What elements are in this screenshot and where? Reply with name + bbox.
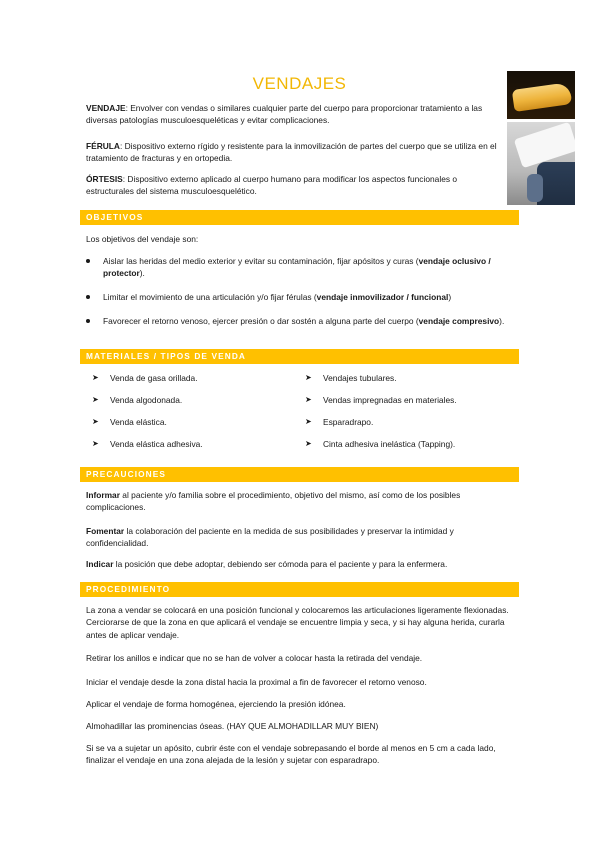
bullet-icon bbox=[86, 259, 90, 263]
document-page: VENDAJES VENDAJE: Envolver con vendas o similares cualquier parte del cuerpo para proporcionar tratamiento a las diversas patologías musculoesqueléticas y evitar complicaciones. FÉRULA: Dispositivo externo rígido y resistente para la inmovilización de partes del cuerpo que se utiliza en el tratamiento de fracturas y en ortopedia. ÓRTESIS: Dispositivo externo aplicado al cuerpo humano para modificar los aspectos funcionales o estructurales del sistema musculoesquelético. OBJETIVOS Los objetivos del vendaje son: Aislar las heridas del medio exterior y evitar su contaminación, fijar apósitos y curas (vendaje oclusivo / protector). Limitar el movimiento de una articulación y/o fijar férulas (vendaje inmovilizador / funcional) Favorecer el retorno venoso, ejercer presión o dar sostén a alguna parte del cuerpo (vendaje compresivo). MATERIALES / TIPOS DE VENDA ➤ Venda de gasa orillada. ➤ Venda algodonada. ➤ Venda elástica. ➤ Venda elástica adhesiva. ➤ Vendajes tubulares. ➤ Vendas impregnadas en materiales. ➤ Esparadrapo. ➤ Cinta adhesiva inelástica (Tapping). PRECAUCIONES Informar al paciente y/o familia sobre el procedimiento, objetivo del mismo, así como de los posibles complicaciones. Fomentar la colaboración del paciente en la medida de sus posibilidades y preservar la intimidad y confidencialidad. Indicar la posición que debe adoptar, debiendo ser cómoda para el paciente y para la enfermera. PROCEDIMIENTO La zona a vendar se colocará en una posición funcional y colocaremos las articulaciones ligeramente flexionadas. Cerciorarse de que la zona en que aplicará el vendaje se encuentre limpia y seca, y si hay alguna herida, curarla antes de aplicar vendaje. Retirar los anillos e indicar que no se han de volver a colocar hasta la retirada del vendaje. Iniciar el vendaje desde la zona distal hacia la proximal a fin de favorecer el retorno venoso. Aplicar el vendaje de forma homogénea, ejerciendo la presión idónea. Almohadillar las prominencias óseas. (HAY QUE ALMOHADILLAR MUY BIEN) Si se va a sujetar un apósito, cubrir éste con el vendaje sobrepasando el borde al menos en 5 cm a cada lado, finalizar el vendaje en una zona alejada de la lesión y sujetar con esparadrapo. bbox=[0, 0, 599, 848]
definition-term: ÓRTESIS bbox=[86, 174, 123, 184]
arrow-bullet-icon: ➤ bbox=[305, 439, 312, 448]
precaucion-item: Indicar la posición que debe adoptar, debiendo ser cómoda para el paciente y para la enfermera. bbox=[86, 559, 448, 569]
procedimiento-paragraph: La zona a vendar se colocará en una posición funcional y colocaremos las articulaciones ligeramente flexionadas. Cerciorarse de que la zona en que aplicará el vendaje se encuentre limpia y seca, y si hay alguna herida, curarla antes de aplicar vendaje. bbox=[86, 605, 509, 640]
procedimiento-paragraph: Si se va a sujetar un apósito, cubrir éste con el vendaje sobrepasando el borde al menos en 5 cm a cada lado, finalizar el vendaje en una zona alejada de la lesión y sujetar con esparadrapo. bbox=[86, 743, 496, 766]
section-header-precauciones: PRECAUCIONES bbox=[80, 467, 519, 482]
arrow-bullet-icon: ➤ bbox=[305, 417, 312, 426]
arrow-bullet-icon: ➤ bbox=[92, 373, 99, 382]
list-item: Aislar las heridas del medio exterior y evitar su contaminación, fijar apósitos y curas (vendaje oclusivo / protector). bbox=[86, 255, 518, 280]
definition-ortesis bbox=[86, 173, 504, 198]
orange-cast-photo bbox=[507, 71, 575, 119]
procedimiento-paragraph: Almohadillar las prominencias óseas. (HAY QUE ALMOHADILLAR MUY BIEN) bbox=[86, 721, 379, 731]
definition-term: FÉRULA bbox=[86, 141, 120, 151]
procedimiento-paragraph: Iniciar el vendaje desde la zona distal hacia la proximal a fin de favorecer el retorno venoso. bbox=[86, 677, 427, 687]
section-header-materiales: MATERIALES / TIPOS DE VENDA bbox=[80, 349, 519, 364]
section-header-procedimiento: PROCEDIMIENTO bbox=[80, 582, 519, 597]
procedimiento-paragraph: Aplicar el vendaje de forma homogénea, ejerciendo la presión idónea. bbox=[86, 699, 346, 709]
arrow-bullet-icon: ➤ bbox=[305, 373, 312, 382]
arrow-bullet-icon: ➤ bbox=[92, 439, 99, 448]
arrow-bullet-icon: ➤ bbox=[92, 395, 99, 404]
arrow-bullet-icon: ➤ bbox=[92, 417, 99, 426]
definition-text: : Dispositivo externo aplicado al cuerpo humano para modificar los aspectos funcionales o estructurales del sistema musculoesquelético. bbox=[86, 174, 458, 197]
definition-vendaje bbox=[86, 102, 504, 127]
definition-text: : Dispositivo externo rígido y resistente para la inmovilización de partes del cuerpo que se utiliza en el tratamiento de fracturas y en ortopedia. bbox=[86, 141, 497, 164]
list-item: Favorecer el retorno venoso, ejercer presión o dar sostén a alguna parte del cuerpo (vendaje compresivo). bbox=[86, 315, 518, 327]
page-title: VENDAJES bbox=[252, 74, 347, 93]
bullet-icon bbox=[86, 319, 90, 323]
procedimiento-paragraph: Retirar los anillos e indicar que no se han de volver a colocar hasta la retirada del vendaje. bbox=[86, 653, 423, 663]
precaucion-item: Fomentar la colaboración del paciente en la medida de sus posibilidades y preservar la intimidad y confidencialidad. bbox=[86, 526, 454, 549]
section-header-objetivos: OBJETIVOS bbox=[80, 210, 519, 225]
precaucion-item: Informar al paciente y/o familia sobre el procedimiento, objetivo del mismo, así como de los posibles complicaciones. bbox=[86, 490, 461, 513]
objetivos-intro: Los objetivos del vendaje son: bbox=[86, 234, 199, 244]
definition-term: VENDAJE bbox=[86, 103, 126, 113]
bullet-icon bbox=[86, 295, 90, 299]
definition-ferula bbox=[86, 140, 504, 165]
arrow-bullet-icon: ➤ bbox=[305, 395, 312, 404]
definition-text: : Envolver con vendas o similares cualquier parte del cuerpo para proporcionar tratamiento a las diversas patologías musculoesqueléticas y evitar complicaciones. bbox=[86, 103, 483, 126]
list-item: Limitar el movimiento de una articulación y/o fijar férulas (vendaje inmovilizador / funcional) bbox=[86, 291, 518, 303]
arm-brace-photo bbox=[507, 122, 575, 205]
